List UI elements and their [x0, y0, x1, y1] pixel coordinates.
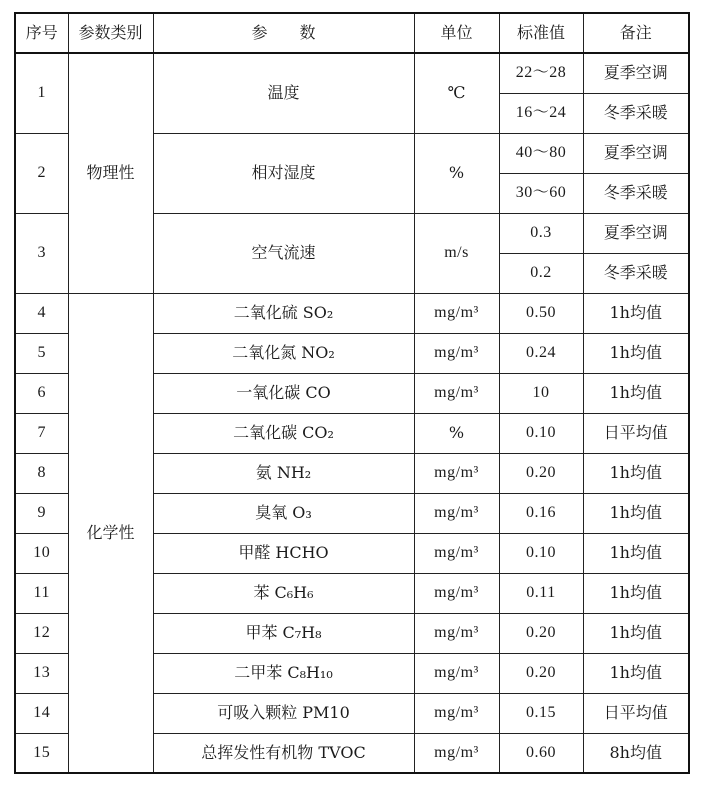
standard-value: 0.20 — [499, 453, 583, 493]
remark: 8h均值 — [583, 733, 689, 773]
parameter-name: 相对湿度 — [153, 133, 414, 213]
header-index: 序号 — [15, 13, 68, 53]
air-quality-standard-table — [14, 12, 690, 774]
standard-value: 0.16 — [499, 493, 583, 533]
category-physical: 物理性 — [68, 53, 153, 293]
header-parameter: 参 数 — [153, 13, 414, 53]
remark: 1h均值 — [583, 653, 689, 693]
row-index: 12 — [15, 613, 68, 653]
row-index: 2 — [15, 133, 68, 213]
parameter-name: 甲苯 C₇H₈ — [153, 613, 414, 653]
unit: mg/m³ — [414, 373, 499, 413]
unit: % — [414, 133, 499, 213]
remark: 冬季采暖 — [583, 173, 689, 213]
header-row — [15, 13, 689, 53]
unit: mg/m³ — [414, 533, 499, 573]
remark: 冬季采暖 — [583, 93, 689, 133]
unit: mg/m³ — [414, 693, 499, 733]
standard-value: 0.24 — [499, 333, 583, 373]
standard-value: 0.50 — [499, 293, 583, 333]
row-index: 7 — [15, 413, 68, 453]
remark: 日平均值 — [583, 413, 689, 453]
unit: % — [414, 413, 499, 453]
parameter-name: 温度 — [153, 53, 414, 133]
unit: mg/m³ — [414, 333, 499, 373]
unit: mg/m³ — [414, 573, 499, 613]
remark: 1h均值 — [583, 573, 689, 613]
remark: 冬季采暖 — [583, 253, 689, 293]
table-row — [15, 53, 689, 93]
remark: 夏季空调 — [583, 53, 689, 93]
row-index: 11 — [15, 573, 68, 613]
standard-value: 0.10 — [499, 413, 583, 453]
row-index: 15 — [15, 733, 68, 773]
parameter-name: 总挥发性有机物 TVOC — [153, 733, 414, 773]
parameter-name: 二氧化氮 NO₂ — [153, 333, 414, 373]
remark: 1h均值 — [583, 533, 689, 573]
row-index: 8 — [15, 453, 68, 493]
remark: 1h均值 — [583, 493, 689, 533]
remark: 夏季空调 — [583, 133, 689, 173]
row-index: 13 — [15, 653, 68, 693]
standard-value: 0.11 — [499, 573, 583, 613]
header-category: 参数类别 — [68, 13, 153, 53]
standard-value: 0.20 — [499, 613, 583, 653]
parameter-name: 臭氧 O₃ — [153, 493, 414, 533]
category-chemical: 化学性 — [68, 293, 153, 773]
standard-value: 0.20 — [499, 653, 583, 693]
row-index: 10 — [15, 533, 68, 573]
remark: 日平均值 — [583, 693, 689, 733]
row-index: 3 — [15, 213, 68, 293]
parameter-name: 二氧化碳 CO₂ — [153, 413, 414, 453]
unit: ℃ — [414, 53, 499, 133]
remark: 1h均值 — [583, 453, 689, 493]
row-index: 6 — [15, 373, 68, 413]
standard-value: 0.2 — [499, 253, 583, 293]
standard-value: 0.15 — [499, 693, 583, 733]
unit: mg/m³ — [414, 653, 499, 693]
row-index: 9 — [15, 493, 68, 533]
row-index: 4 — [15, 293, 68, 333]
standard-value: 16～24 — [499, 93, 583, 133]
row-index: 14 — [15, 693, 68, 733]
row-index: 1 — [15, 53, 68, 133]
remark: 1h均值 — [583, 613, 689, 653]
parameter-name: 氨 NH₂ — [153, 453, 414, 493]
remark: 1h均值 — [583, 333, 689, 373]
unit: mg/m³ — [414, 453, 499, 493]
header-remark: 备注 — [583, 13, 689, 53]
parameter-name: 甲醛 HCHO — [153, 533, 414, 573]
header-standard: 标准值 — [499, 13, 583, 53]
standard-value: 0.60 — [499, 733, 583, 773]
standard-value: 30～60 — [499, 173, 583, 213]
parameter-name: 空气流速 — [153, 213, 414, 293]
parameter-name: 二甲苯 C₈H₁₀ — [153, 653, 414, 693]
standard-value: 10 — [499, 373, 583, 413]
parameter-name: 苯 C₆H₆ — [153, 573, 414, 613]
parameter-name: 可吸入颗粒 PM10 — [153, 693, 414, 733]
unit: m/s — [414, 213, 499, 293]
remark: 1h均值 — [583, 373, 689, 413]
unit: mg/m³ — [414, 733, 499, 773]
table-row — [15, 293, 689, 333]
parameter-name: 一氧化碳 CO — [153, 373, 414, 413]
row-index: 5 — [15, 333, 68, 373]
remark: 1h均值 — [583, 293, 689, 333]
parameter-name: 二氧化硫 SO₂ — [153, 293, 414, 333]
standard-value: 40～80 — [499, 133, 583, 173]
standard-value: 22～28 — [499, 53, 583, 93]
standard-value: 0.10 — [499, 533, 583, 573]
remark: 夏季空调 — [583, 213, 689, 253]
unit: mg/m³ — [414, 613, 499, 653]
standard-value: 0.3 — [499, 213, 583, 253]
header-unit: 单位 — [414, 13, 499, 53]
unit: mg/m³ — [414, 493, 499, 533]
unit: mg/m³ — [414, 293, 499, 333]
